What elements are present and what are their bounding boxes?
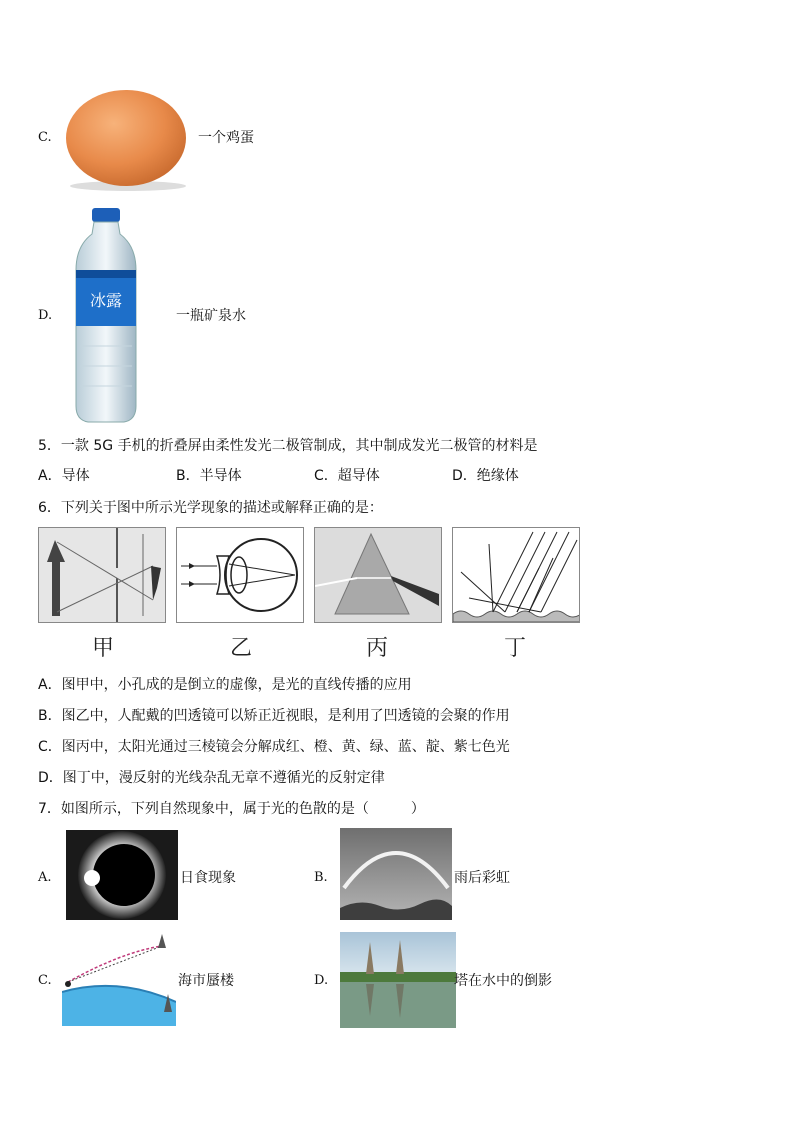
q5-option-c: C．超导体 — [314, 468, 380, 484]
q7-option-a-text: 日食现象 — [180, 870, 236, 886]
mirage-image — [62, 932, 176, 1026]
solar-eclipse-image — [66, 830, 178, 920]
option-c-text: 一个鸡蛋 — [198, 130, 254, 146]
q5-option-b: B．半导体 — [176, 468, 242, 484]
q7-stem: 7．如图所示，下列自然现象中，属于光的色散的是（ ） — [38, 801, 425, 817]
figure-bing-prism — [314, 527, 442, 623]
caption-yi: 乙 — [230, 636, 253, 661]
figure-jia-pinhole — [38, 527, 166, 623]
caption-ding: 丁 — [504, 636, 527, 661]
caption-bing: 丙 — [366, 636, 389, 661]
caption-jia: 甲 — [92, 636, 115, 661]
rainbow-image — [340, 828, 452, 920]
q7-option-d-label: D. — [314, 973, 329, 988]
figure-ding-diffuse-reflection — [452, 527, 580, 623]
q7-option-a-label: A. — [38, 870, 52, 885]
option-d-label: D. — [38, 308, 53, 323]
option-d-text: 一瓶矿泉水 — [176, 308, 246, 324]
q7-option-b-label: B. — [314, 870, 328, 885]
q6-stem: 6．下列关于图中所示光学现象的描述或解释正确的是： — [38, 500, 383, 516]
q6-option-b: B．图乙中，人配戴的凹透镜可以矫正近视眼，是利用了凹透镜的会聚的作用 — [38, 708, 510, 724]
q6-option-d: D．图丁中，漫反射的光线杂乱无章不遵循光的反射定律 — [38, 770, 385, 786]
q6-option-a: A．图甲中，小孔成的是倒立的虚像，是光的直线传播的应用 — [38, 677, 412, 693]
option-c-label: C. — [38, 130, 52, 145]
q7-option-d-text: 塔在水中的倒影 — [454, 973, 552, 989]
q6-option-c: C．图丙中，太阳光通过三棱镜会分解成红、橙、黄、绿、蓝、靛、紫七色光 — [38, 739, 510, 755]
tower-reflection-image — [340, 932, 456, 1028]
q7-option-c-label: C. — [38, 973, 52, 988]
egg-image — [62, 88, 190, 192]
figure-yi-eye-lens — [176, 527, 304, 623]
water-bottle-image — [66, 206, 146, 428]
q5-stem: 5．一款 5G 手机的折叠屏由柔性发光二极管制成，其中制成发光二极管的材料是 — [38, 438, 538, 454]
bottle-brand-text: 冰露 — [89, 291, 123, 310]
q7-option-b-text: 雨后彩虹 — [454, 870, 510, 886]
q5-option-a: A．导体 — [38, 468, 90, 484]
q7-option-c-text: 海市蜃楼 — [178, 973, 234, 989]
q5-option-d: D．绝缘体 — [452, 468, 519, 484]
